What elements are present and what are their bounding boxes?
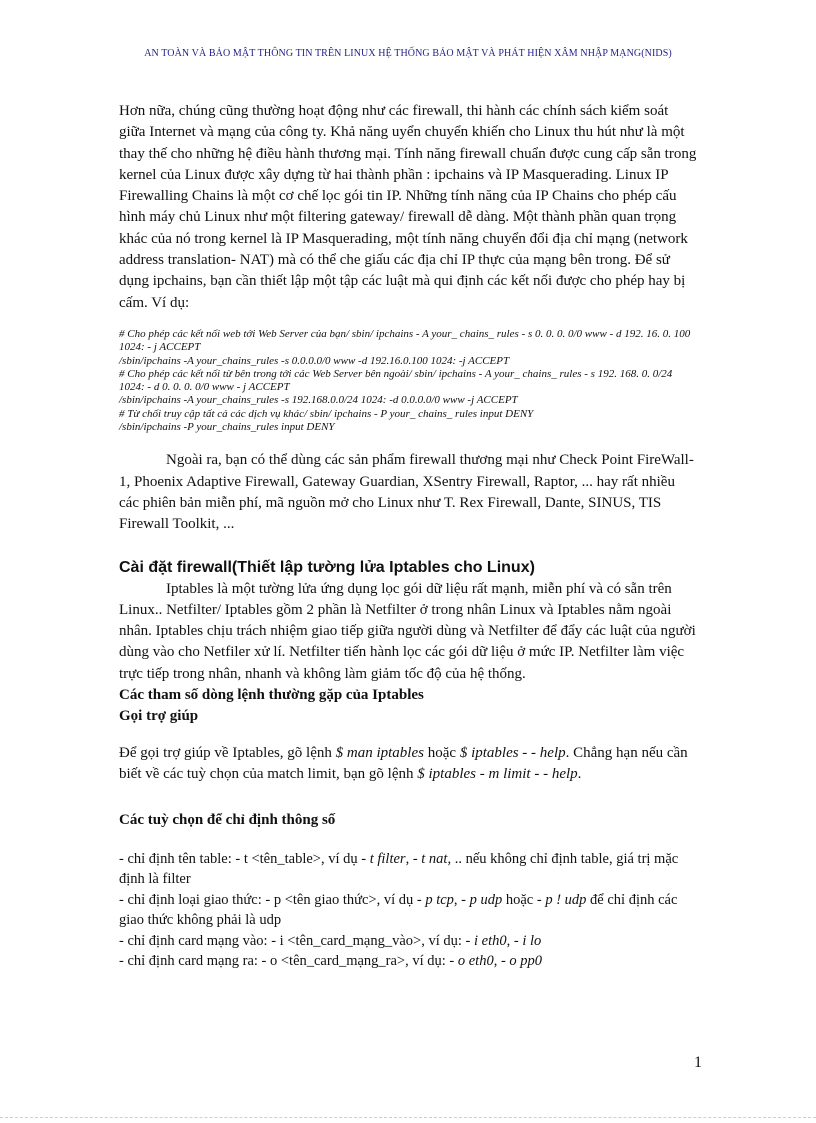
help-command: $ iptables - - help bbox=[459, 745, 566, 762]
option-example: - i lo bbox=[513, 932, 542, 949]
ipchains-examples bbox=[119, 328, 697, 434]
help-text: Để gọi trợ giúp về Iptables, gõ lệnh bbox=[119, 745, 336, 762]
help-paragraph bbox=[119, 743, 697, 786]
intro-paragraph: Hơn nữa, chúng cũng thường hoạt động như các firewall, thi hành các chính sách kiểm soát giữa Internet và mạng của công ty. Khả năng uyển chuyển khiến cho Linux thu hút như là một thay thế cho những hệ điều hành thương mại. Tính năng firewall chuẩn được cung cấp sẵn trong kernel của Linux được xây dựng từ hai thành phần : ipchains và IP Masquerading. Linux IP Firewalling Chains là một cơ chế lọc gói tin IP. Những tính năng của IP Chains cho phép cấu hình máy chủ Linux như một filtering gateway/ firewall dễ dàng. Một thành phần quan trọng khác của nó trong kernel là IP Masquerading, một tính năng chuyển đổi địa chỉ mạng (network address translation- NAT) mà có thể che giấu các địa chỉ IP thực của mạng bên trong. Để sử dụng ipchains, bạn cần thiết lập một tập các luật mà qui định các kết nối được cho phép hay bị cấm. Ví dụ: bbox=[119, 103, 697, 311]
install-paragraph: Iptables là một tường lửa ứng dụng lọc gói dữ liệu rất mạnh, miễn phí và có sẵn trên Linux.. Netfilter/ Iptables gồm 2 phần là Netfilter ở trong nhân Linux và Iptables nằm ngoài nhân. Iptables chịu trách nhiệm giao tiếp giữa người dùng và Netfilter để đẩy các luật của người dùng vào cho Netfiler xử lí. Netfilter tiến hành lọc các gói dữ liệu ở mức IP. Netfilter làm việc trực tiếp trong nhân, nhanh và không làm giảm tốc độ của hệ thống. bbox=[119, 580, 696, 682]
option-example: - p udp bbox=[461, 891, 503, 908]
option-text: để chỉ định các giao thức không phải là udp bbox=[119, 891, 678, 929]
install-heading: Cài đặt firewall(Thiết lập tường lửa Iptables cho Linux) bbox=[119, 558, 535, 576]
option-example: - p tcp bbox=[416, 891, 454, 908]
help-text: . Chẳng hạn nếu cần biết về các tuỳ chọn của match limit, bạn gõ lệnh bbox=[119, 745, 688, 783]
option-example: - i eth0 bbox=[465, 932, 507, 949]
help-text: hoặc bbox=[423, 745, 460, 762]
help-text: . bbox=[577, 766, 582, 783]
command-line: # Từ chối truy cập tất cả các dịch vụ khác/ sbin/ ipchains - P your_ chains_ rules input DENY bbox=[119, 407, 534, 420]
products-paragraph: Ngoài ra, bạn có thể dùng các sản phẩm firewall thương mại như Check Point FireWall-1, Phoenix Adaptive Firewall, Gateway Guardian, XSentry Firewall, Raptor, ... hay rất nhiều các phiên bản miễn phí, mã nguồn mở cho Linux như T. Rex Firewall, Dante, SINUS, TIS Firewall Toolkit, ... bbox=[119, 452, 694, 533]
option-text: , bbox=[506, 932, 514, 949]
option-text: , .. nếu không chỉ định table, giá trị mặc định là filter bbox=[119, 850, 679, 888]
command-line: # Cho phép các kết nối từ bên trong tới các Web Server bên ngoài/ sbin/ ipchains - A your_ chains_ rules - s 192. 168. 0. 0/24 1024: - d 0. 0. 0. 0/0 www - j ACCEPT bbox=[119, 367, 673, 394]
option-protocol bbox=[119, 890, 697, 931]
option-output-card bbox=[119, 951, 697, 972]
help-command: $ iptables - m limit - - help bbox=[417, 766, 578, 783]
option-text: hoặc bbox=[502, 891, 537, 908]
page-bottom-divider bbox=[0, 1117, 816, 1118]
option-text: , bbox=[405, 850, 413, 867]
command-line: /sbin/ipchains -P your_chains_rules input DENY bbox=[119, 421, 335, 434]
options-heading: Các tuỳ chọn để chỉ định thông số bbox=[119, 811, 336, 828]
option-example: - t filter bbox=[361, 850, 406, 867]
help-subheading: Gọi trợ giúp bbox=[119, 708, 199, 725]
page-number: 1 bbox=[694, 1054, 702, 1071]
option-text: - chỉ định loại giao thức: - p <tên giao thức>, ví dụ bbox=[119, 891, 417, 908]
option-example: - o eth0 bbox=[449, 953, 494, 970]
options-list bbox=[119, 849, 697, 972]
params-heading: Các tham số dòng lệnh thường gặp của Iptables bbox=[119, 687, 424, 704]
command-line: /sbin/ipchains -A your_chains_rules -s 0.0.0.0/0 www -d 192.16.0.100 1024: -j ACCEPT bbox=[119, 354, 510, 367]
option-text: - chỉ định card mạng vào: - i <tên_card_mạng_vào>, ví dụ: bbox=[119, 932, 466, 949]
option-table bbox=[119, 849, 697, 890]
option-example: - o pp0 bbox=[500, 953, 543, 970]
help-command: $ man iptables bbox=[335, 745, 424, 762]
option-example: - t nat bbox=[412, 850, 448, 867]
option-text: , bbox=[493, 953, 501, 970]
option-text: - chỉ định tên table: - t <tên_table>, ví dụ bbox=[119, 850, 362, 867]
document-body bbox=[119, 101, 697, 972]
page-header: AN TOÀN VÀ BẢO MẬT THÔNG TIN TRÊN LINUX HỆ THỐNG BẢO MẬT VÀ PHÁT HIỆN XÂM NHẬP MẠNG(NIDS) bbox=[144, 48, 672, 59]
option-text: - chỉ định card mạng ra: - o <tên_card_mạng_ra>, ví dụ: bbox=[119, 953, 450, 970]
command-line: # Cho phép các kết nối web tới Web Server của bạn/ sbin/ ipchains - A your_ chains_ rules - s 0. 0. 0. 0/0 www - d 192. 16. 0. 100 1024: - j ACCEPT bbox=[119, 327, 691, 354]
option-text: , bbox=[453, 891, 462, 908]
option-example: - p ! udp bbox=[536, 891, 587, 908]
command-line: /sbin/ipchains -A your_chains_rules -s 192.168.0.0/24 1024: -d 0.0.0.0/0 www -j ACCEPT bbox=[119, 394, 518, 407]
option-input-card bbox=[119, 931, 697, 952]
